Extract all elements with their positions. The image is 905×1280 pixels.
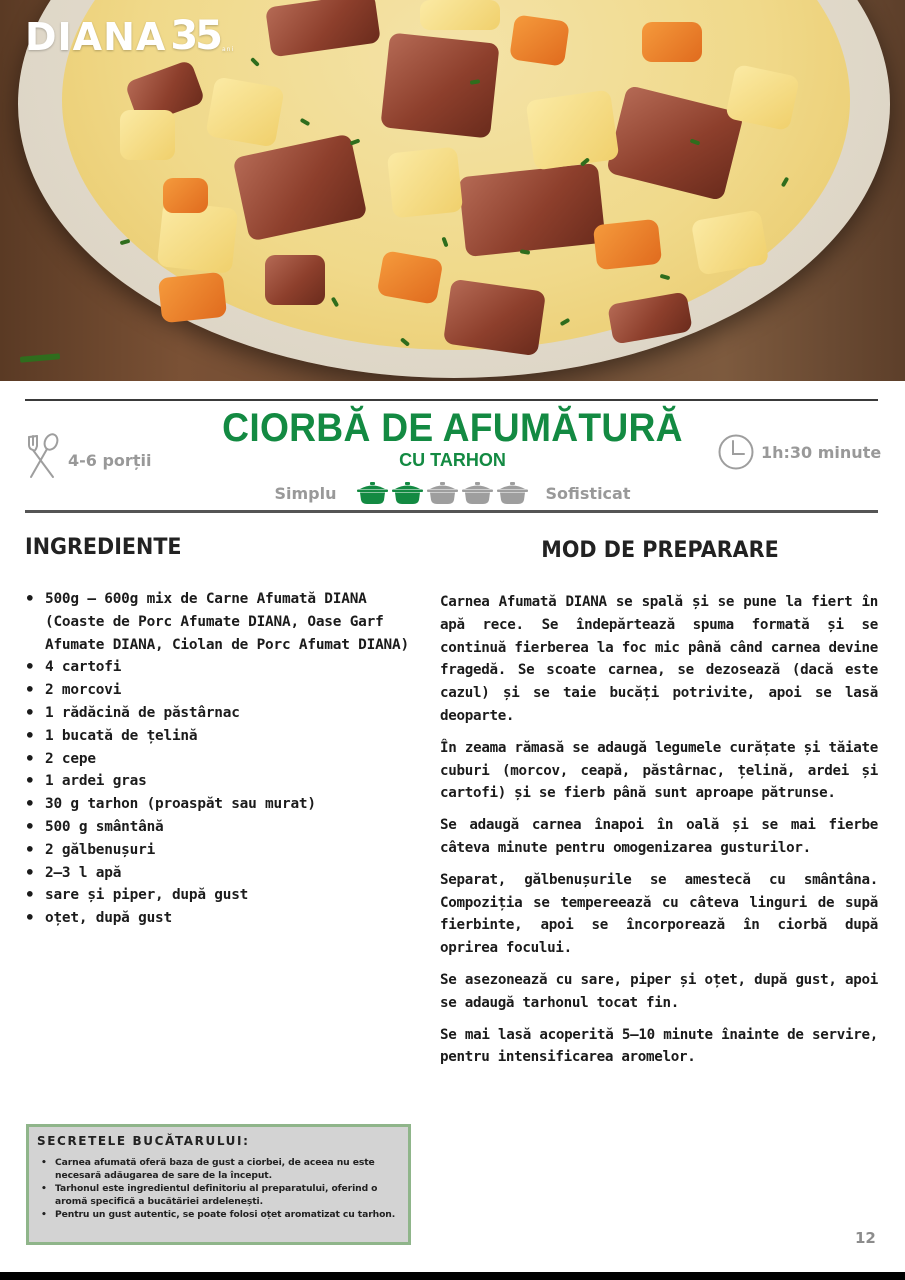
ingredient-item: • sare și piper, după gust — [25, 884, 425, 907]
carrot-chunk — [642, 22, 702, 62]
chef-tip-item: • Tarhonul este ingredientul definitoriu al preparatului, oferind o aromă specifică a bucătăriei ardelenești. — [37, 1182, 400, 1208]
ingredient-item: • 500g – 600g mix de Carne Afumată DIANA (Coaste de Porc Afumate DIANA, Oase Garf Afumate DIANA, Ciolan de Porc Afumat DIANA) — [25, 588, 425, 656]
meat-chunk — [265, 255, 325, 305]
preparation-step: Separat, gălbenușurile se amestecă cu smântâna. Compoziția se tempereează cu câteva linguri de supă fierbinte, apoi se încorporează în ciorbă după oprirea focului. — [440, 871, 878, 957]
duration-info — [717, 433, 881, 471]
ingredient-item: • 2 gălbenușuri — [25, 839, 425, 862]
duration-text: 1h:30 minute — [761, 442, 882, 462]
chef-tips-list — [37, 1156, 400, 1221]
chef-tips-box — [26, 1124, 411, 1245]
cooking-pot-icon — [462, 481, 493, 505]
clock-icon — [717, 433, 755, 471]
chef-tip-item: • Pentru un gust autentic, se poate folosi oțet aromatizat cu tarhon. — [37, 1208, 400, 1221]
divider-top — [25, 399, 878, 401]
recipe-subtitle: CU TARHON — [399, 450, 506, 470]
brand-logo — [25, 13, 234, 59]
difficulty-pots — [357, 481, 528, 505]
preparation-step: Se adaugă carnea înapoi în oală și se mai fierbe câteva minute pentru omogenizarea gusturilor. — [440, 817, 878, 856]
ingredient-item: • oțet, după gust — [25, 907, 425, 930]
difficulty-scale — [250, 479, 655, 507]
divider-bottom — [25, 510, 878, 513]
preparation-step: În zeama rămasă se adaugă legumele curățate și tăiate cuburi (morcov, ceapă, păstârnac, țelină, ardei și cartofi) și se fierb până sunt aproape pătrunse. — [440, 739, 878, 802]
cooking-pot-icon — [392, 481, 423, 505]
page-number: 12 — [855, 1229, 876, 1247]
preparation-step: Se asezonează cu sare, piper și oțet, după gust, apoi se adaugă tarhonul tocat fin. — [440, 971, 878, 1011]
potato-chunk — [205, 76, 284, 147]
cooking-pot-icon — [497, 481, 528, 505]
cooking-pot-icon — [427, 481, 458, 505]
potato-chunk — [420, 0, 500, 30]
potato-chunk — [387, 147, 463, 219]
carrot-chunk — [593, 219, 662, 271]
herb-flake — [20, 353, 60, 362]
difficulty-max-label: Sofisticat — [545, 483, 631, 503]
carrot-chunk — [158, 272, 227, 324]
carrot-chunk — [509, 14, 570, 66]
ingredient-item: • 2 morcovi — [25, 679, 425, 702]
ingredient-item: • 30 g tarhon (proaspăt sau murat) — [25, 793, 425, 816]
ingredient-item: • 2 cepe — [25, 748, 425, 771]
anniversary-number: 35 — [170, 13, 220, 59]
servings-info — [26, 433, 151, 479]
servings-text: 4-6 porții — [68, 450, 152, 470]
ingredient-item: • 4 cartofi — [25, 656, 425, 679]
meat-chunk — [443, 279, 546, 357]
carrot-chunk — [163, 178, 208, 213]
recipe-title-block — [180, 406, 725, 470]
ingredient-item: • 500 g smântână — [25, 816, 425, 839]
brand-name: DIANA — [25, 15, 167, 59]
recipe-title: CIORBĂ DE AFUMĂTURĂ — [222, 406, 683, 450]
ingredients-list — [25, 588, 425, 930]
ingredient-item: • 1 rădăcină de păstârnac — [25, 702, 425, 725]
potato-chunk — [120, 110, 175, 160]
potato-chunk — [526, 89, 620, 170]
preparation-step: Carnea Afumată DIANA se spală și se pune la fiert în apă rece. Se îndepărtează spuma formată și se continuă fierberea la foc mic până când carnea devine fragedă. Se scoate carnea, se dezosează (dacă este cazul) și se taie bucăți potrivite, apoi se lasă deoparte. — [440, 594, 878, 724]
chef-tips-heading: SECRETELE BUCĂTARULUI: — [37, 1134, 250, 1148]
hero-photo — [0, 0, 905, 381]
ingredients-heading: INGREDIENTE — [25, 535, 182, 560]
preparation-steps — [440, 591, 878, 1078]
ingredient-item: • 2–3 l apă — [25, 862, 425, 885]
difficulty-min-label: Simplu — [274, 483, 337, 503]
meat-chunk — [380, 33, 499, 139]
meat-chunk — [458, 163, 606, 257]
anniversary-suffix: ani — [221, 46, 235, 53]
footer-bar — [0, 1272, 905, 1280]
ingredient-item: • 1 bucată de țelină — [25, 725, 425, 748]
preparation-step: Se mai lasă acoperită 5–10 minute înainte de servire, pentru intensificarea aromelor. — [440, 1026, 878, 1066]
preparation-heading: MOD DE PREPARARE — [541, 538, 779, 563]
ingredient-item: • 1 ardei gras — [25, 770, 425, 793]
chef-tip-item: • Carnea afumată oferă baza de gust a ciorbei, de aceea nu este necesară adăugarea de sare de la început. — [37, 1156, 400, 1182]
cooking-pot-icon — [357, 481, 388, 505]
cutlery-icon — [26, 433, 60, 479]
